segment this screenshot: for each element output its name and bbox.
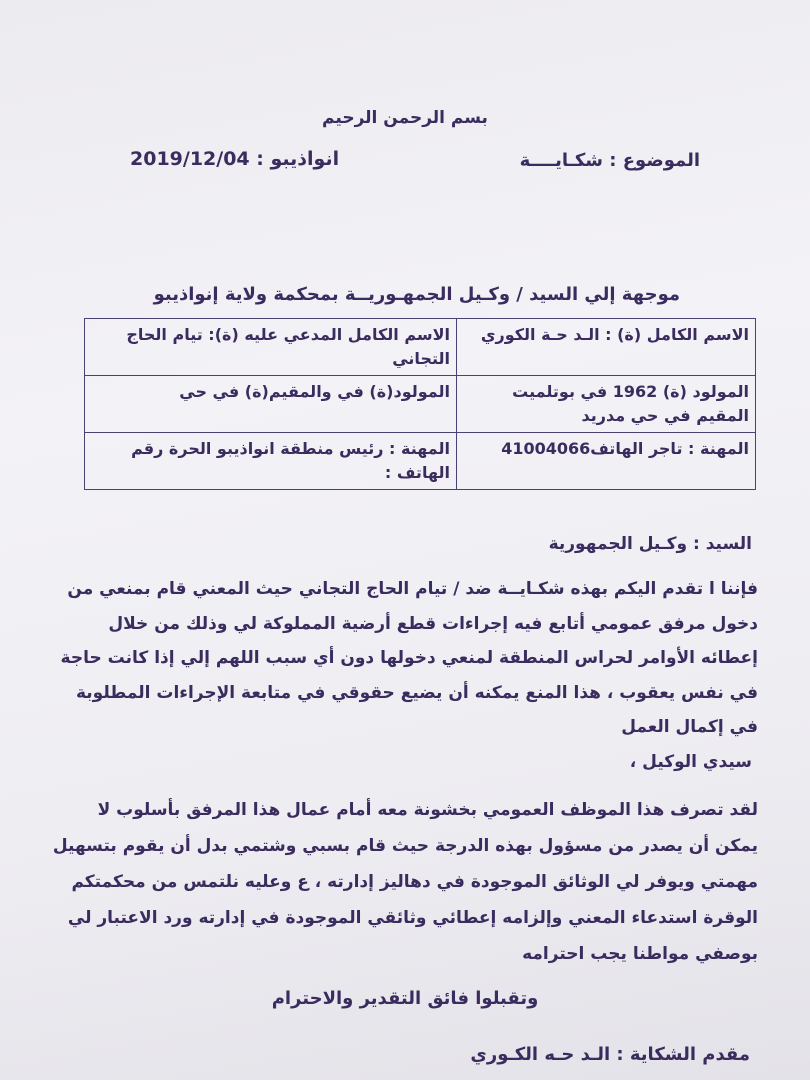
closing-line: وتقبلوا فائق التقدير والاحترام: [271, 988, 539, 1009]
table-row: [85, 376, 756, 433]
basmala: بسم الرحمن الرحيم: [322, 108, 488, 128]
complaint-paragraph-1: فإننا ا تقدم اليكم بهذه شكـايــة ضد / تيام الحاج التجاني حيث المعني قام بمنعي من دخول مرفق عمومي أتابع فيه إجراءات قطع أرضية المملوكة لي وذلك من خلال إعطائه الأوامر لحراس المنطقة لمنعي دخولها دون أي سبب اللهم إلي إذا كانت حاجة في نفس يعقوب ، هذا المنع يمكنه أن يضيع حقوقي في متابعة الإجراءات المطلوبة في إكمال العمل: [60, 579, 758, 737]
address-to-prosecutor: سيدي الوكيل ،: [629, 752, 752, 772]
defendant-name-cell: الاسم الكامل المدعي عليه (ة): تيام الحاج التجاني: [85, 319, 457, 376]
date-line: انواذيبو : 2019/12/04: [130, 148, 340, 170]
table-row: [85, 433, 756, 490]
complaint-paragraph-2: لقد تصرف هذا الموظف العمومي بخشونة معه أمام عمال هذا المرفق بأسلوب لا يمكن أن يصدر من مسؤول بهذه الدرجة حيث قام بسبي وشتمي بدل أن يقوم بتسهيل مهمتي ويوفر لي الوثائق الموجودة في دهاليز إدارته ، ع وعليه نلتمس من محكمتكم الوقرة استدعاء المعني وإلزامه إعطائي وثائقي الموجودة في إدارته ورد الاعتبار لي بوصفي مواطنا يجب احترامه: [52, 800, 758, 964]
defendant-profession-cell: المهنة : رئيس منطقة انواذيبو الحرة رقم الهاتف :: [85, 433, 457, 490]
signer-line: مقدم الشكاية : الـد حـه الكـوري: [470, 1044, 750, 1065]
complainant-name-cell: الاسم الكامل (ة) : الـد حـة الكوري: [457, 319, 756, 376]
parties-info-table: [84, 318, 756, 490]
defendant-birth-cell: المولود(ة) في والمقيم(ة) في حي: [85, 376, 457, 433]
salutation: السيد : وكـيل الجمهورية: [548, 534, 752, 554]
complainant-profession-cell: المهنة : تاجر الهاتف41004066: [457, 433, 756, 490]
addressed-to-line: موجهة إلي السيد / وكـيل الجمهـوريــة بمحكمة ولاية إنواذيبو: [153, 284, 680, 305]
complainant-birth-cell: المولود (ة) 1962 في بوتلميت المقيم في حي مدريد: [457, 376, 756, 433]
subject-line: الموضوع : شكـايــــة: [519, 150, 700, 171]
table-row: [85, 319, 756, 376]
